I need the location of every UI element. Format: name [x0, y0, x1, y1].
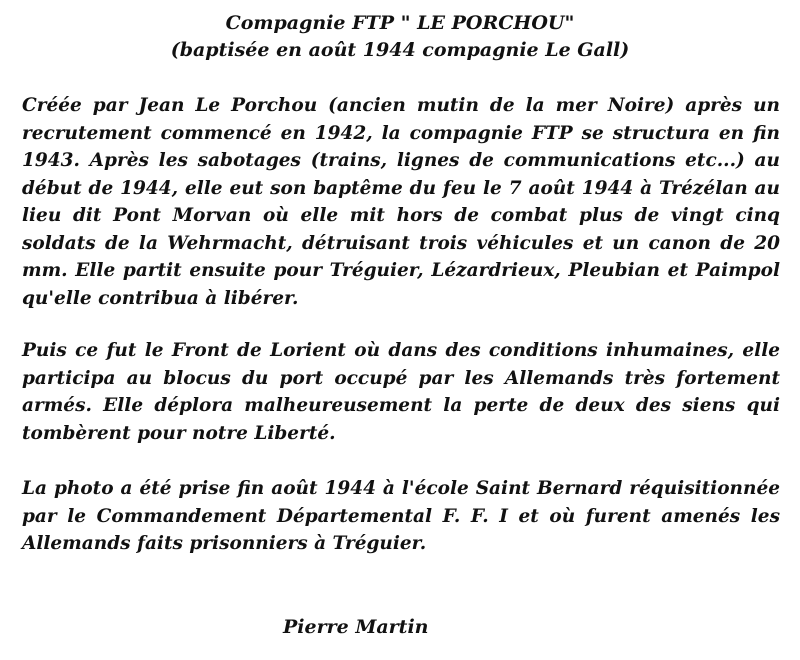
paragraph-creation: Créée par Jean Le Porchou (ancien mutin de la mer Noire) après un recrutement commencé en 1942, la compagnie FTP se structura en fin 1943. Après les sabotages (trains, lignes de communications etc...) au début de 1944, elle eut son baptême du feu le 7 août 1944 à Trézélan au lieu dit Pont Morvan où elle mit hors de combat plus de vingt cinq soldats de la Wehrmacht, détruisant trois véhicules et un canon de 20 mm. Elle partit ensuite pour Tréguier, Lézardrieux, Pleubian et Paimpol qu'elle contribua à libérer.	[22, 95, 780, 309]
author-signature: Pierre Martin	[283, 616, 429, 638]
paragraph-lorient-front: Puis ce fut le Front de Lorient où dans des conditions inhumaines, elle participa au blocus du port occupé par les Allemands très fortement armés. Elle déplora malheureusement la perte de deux des siens qui tombèrent pour notre Liberté.	[22, 340, 780, 444]
paragraph-photo: La photo a été prise fin août 1944 à l'école Saint Bernard réquisitionnée par le Commandement Départemental F. F. I et où furent amenés les Allemands faits prisonniers à Tréguier.	[22, 478, 780, 554]
document-title	[0, 10, 800, 64]
title-line-company: Compagnie FTP " LE PORCHOU"	[225, 12, 575, 34]
title-line-baptism: (baptisée en août 1944 compagnie Le Gall)	[170, 39, 630, 61]
